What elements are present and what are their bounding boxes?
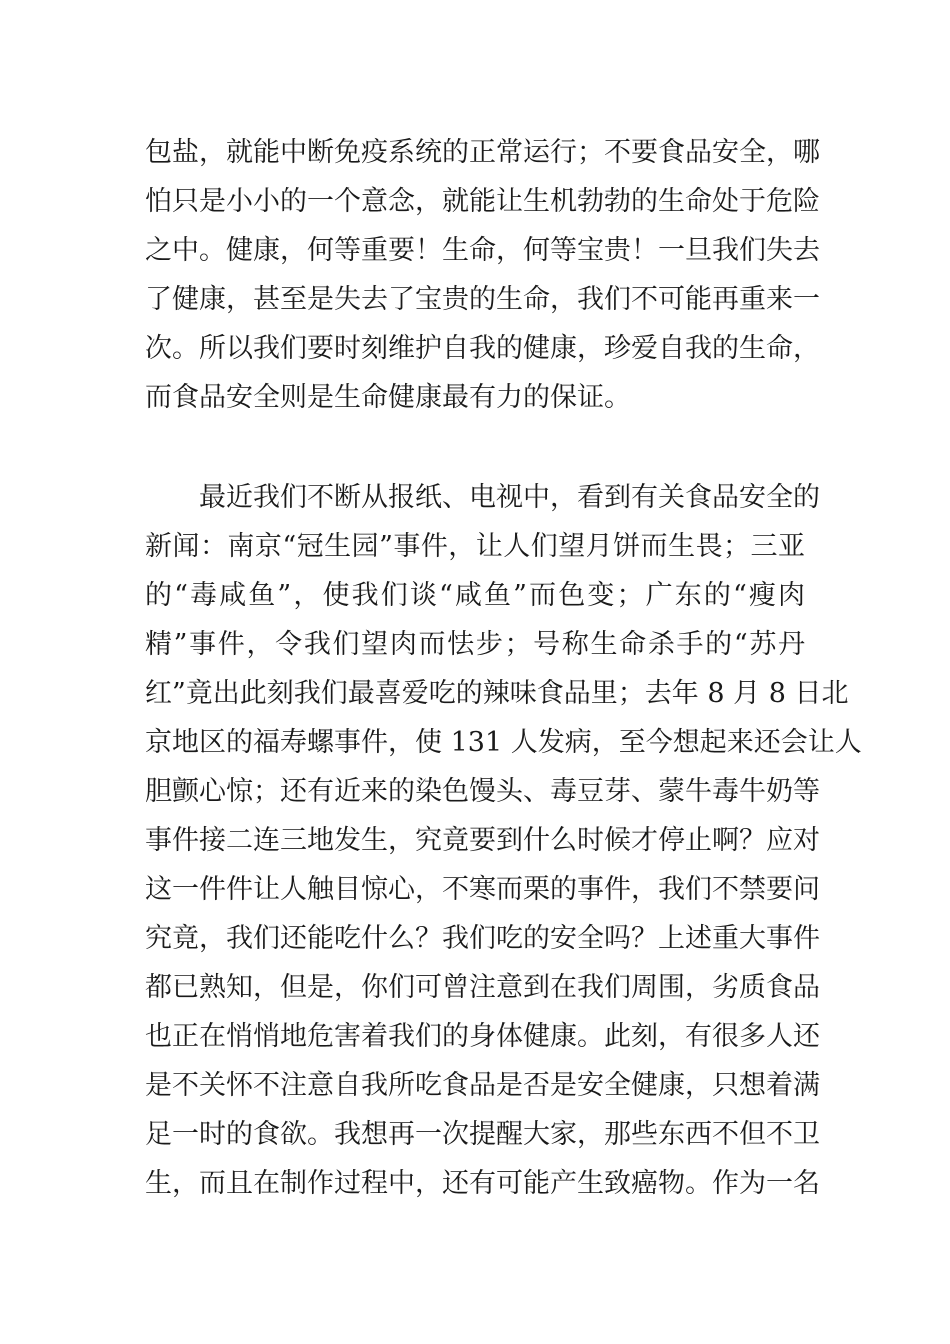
text-line: 新闻：南京“冠生园”事件，让人们望月饼而生畏；三亚 (145, 531, 805, 562)
text-line: 红”竟出此刻我们最喜爱吃的辣味食品里；去年 8 月 8 日北 (145, 678, 849, 709)
text-line: 次。所以我们要时刻维护自我的健康，珍爱自我的生命， (145, 333, 820, 364)
text-line: 也正在悄悄地危害着我们的身体健康。此刻，有很多人还 (145, 1021, 820, 1052)
text-line: 包盐，就能中断免疫系统的正常运行；不要食品安全，哪 (145, 137, 820, 168)
text-line: 都已熟知，但是，你们可曾注意到在我们周围，劣质食品 (145, 972, 820, 1003)
text-line: 事件接二连三地发生，究竟要到什么时候才停止啊？应对 (145, 825, 820, 856)
text-line: 的“毒咸鱼”，使我们谈“咸鱼”而色变；广东的“瘦肉 (145, 580, 805, 611)
text-line: 生，而且在制作过程中，还有可能产生致癌物。作为一名 (145, 1168, 820, 1199)
text-line: 精”事件，令我们望肉而怯步；号称生命杀手的“苏丹 (145, 629, 805, 660)
text-line-last: 而食品安全则是生命健康最有力的保证。 (145, 382, 631, 413)
text-line: 京地区的福寿螺事件，使 131 人发病，至今想起来还会让人 (145, 727, 862, 758)
paragraph-continuation (145, 128, 820, 422)
text-line: 怕只是小小的一个意念，就能让生机勃勃的生命处于危险 (145, 186, 820, 217)
text-line-first-indented: 最近我们不断从报纸、电视中，看到有关食品安全的 (199, 482, 820, 513)
text-line: 是不关怀不注意自我所吃食品是否是安全健康，只想着满 (145, 1070, 820, 1101)
text-line: 了健康，甚至是失去了宝贵的生命，我们不可能再重来一 (145, 284, 820, 315)
text-line: 足一时的食欲。我想再一次提醒大家，那些东西不但不卫 (145, 1119, 820, 1150)
text-line: 这一件件让人触目惊心，不寒而栗的事件，我们不禁要问 (145, 874, 820, 905)
paragraph-food-safety-news (145, 473, 862, 1208)
text-line: 究竟，我们还能吃什么？我们吃的安全吗？上述重大事件 (145, 923, 820, 954)
text-line: 之中。健康，何等重要！生命，何等宝贵！一旦我们失去 (145, 235, 820, 266)
text-line: 胆颤心惊；还有近来的染色馒头、毒豆芽、蒙牛毒牛奶等 (145, 776, 820, 807)
